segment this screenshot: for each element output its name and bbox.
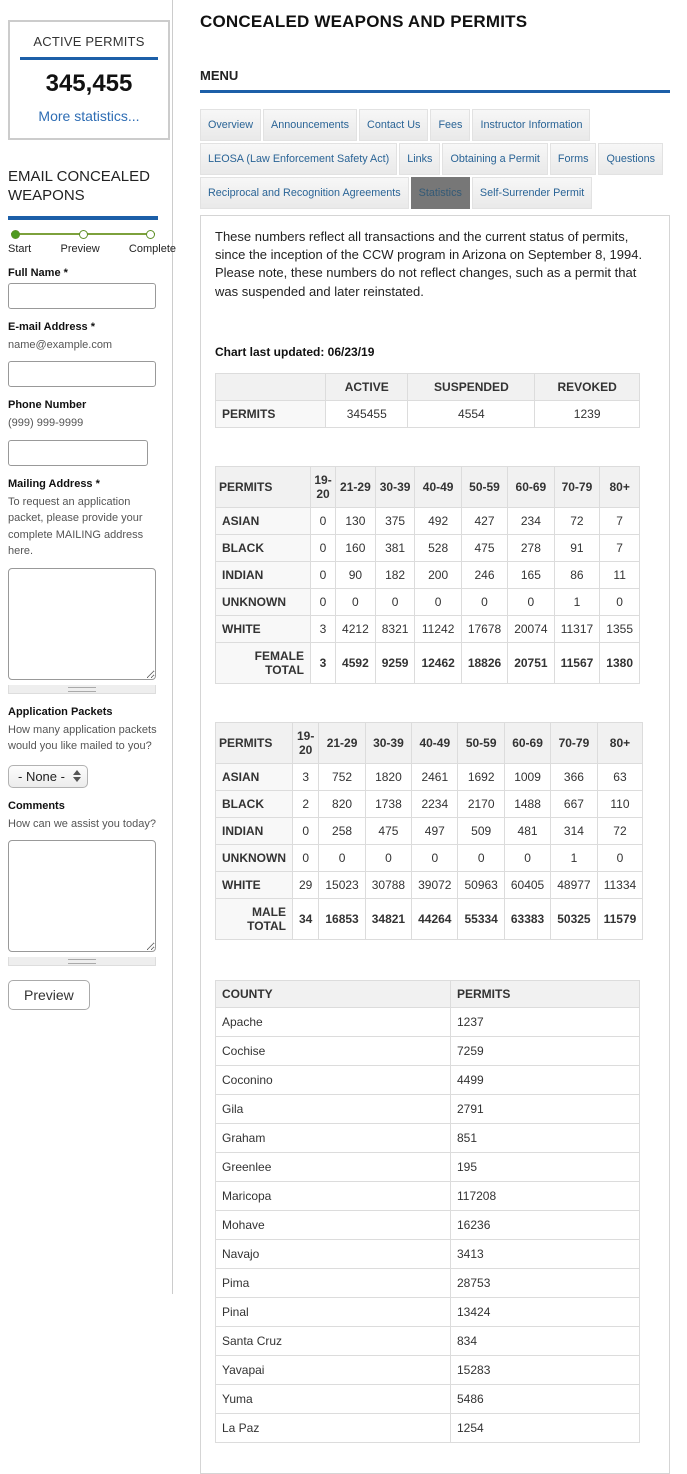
table-cell: 2791: [451, 1094, 640, 1123]
table-cell: 2170: [458, 790, 504, 817]
table-row: [216, 1268, 640, 1297]
table-cell: 1: [551, 844, 597, 871]
select-arrows-icon: [73, 770, 81, 782]
table-cell: 34: [293, 898, 319, 939]
email-label: E-mail Address *: [8, 320, 96, 333]
comments-label: Comments: [8, 799, 65, 812]
county-permits-table: [215, 980, 640, 1443]
email-input[interactable]: [8, 361, 156, 387]
table-cell: 160: [336, 534, 376, 561]
table-row: [216, 1007, 640, 1036]
table-cell: 50325: [551, 898, 597, 939]
table-cell: 366: [551, 763, 597, 790]
column-header: PERMITS: [216, 466, 311, 507]
table-cell: 752: [319, 763, 365, 790]
table-row: [216, 1123, 640, 1152]
table-row: [216, 898, 643, 939]
table-row: [216, 1036, 640, 1065]
table-cell: La Paz: [216, 1413, 451, 1442]
table-cell: 1738: [365, 790, 411, 817]
tab-list: [200, 109, 670, 211]
table-cell: 34821: [365, 898, 411, 939]
column-header: 50-59: [461, 466, 507, 507]
table-cell: 11317: [554, 615, 600, 642]
table-cell: 195: [451, 1152, 640, 1181]
table-cell: 110: [597, 790, 643, 817]
column-header: 80+: [600, 466, 640, 507]
progress-labels: [8, 243, 176, 255]
row-header: INDIAN: [216, 561, 311, 588]
table-row: [216, 1239, 640, 1268]
row-header: WHITE: [216, 871, 293, 898]
table-cell: 475: [461, 534, 507, 561]
table-cell: 30788: [365, 871, 411, 898]
table-cell: 28753: [451, 1268, 640, 1297]
table-cell: 12462: [415, 642, 461, 683]
table-cell: 4554: [408, 400, 535, 427]
table-cell: 0: [458, 844, 504, 871]
progress-step-label: Preview: [60, 242, 100, 255]
table-cell: Navajo: [216, 1239, 451, 1268]
column-header: 19-20: [311, 466, 336, 507]
phone-hint: (999) 999-9999: [8, 417, 84, 429]
table-cell: 1380: [600, 642, 640, 683]
table-cell: Yuma: [216, 1384, 451, 1413]
progress-step-label: Complete: [128, 242, 176, 255]
column-header: SUSPENDED: [408, 373, 535, 400]
progress-step-dot: [11, 230, 20, 239]
column-header: 21-29: [336, 466, 376, 507]
progress-step-dot: [79, 230, 88, 239]
row-header: BLACK: [216, 790, 293, 817]
table-cell: 5486: [451, 1384, 640, 1413]
table-cell: 278: [508, 534, 554, 561]
table-cell: 497: [412, 817, 458, 844]
table-cell: Santa Cruz: [216, 1326, 451, 1355]
table-row: [216, 871, 643, 898]
table-cell: 60405: [504, 871, 550, 898]
table-cell: 258: [319, 817, 365, 844]
table-cell: 16236: [451, 1210, 640, 1239]
table-cell: 0: [375, 588, 415, 615]
table-row: [216, 534, 640, 561]
table-cell: 1355: [600, 615, 640, 642]
tab-fees[interactable]: Fees: [430, 109, 470, 141]
table-cell: 29: [293, 871, 319, 898]
female-permits-table: [215, 466, 640, 684]
column-header: 40-49: [415, 466, 461, 507]
table-cell: Pima: [216, 1268, 451, 1297]
page-title: CONCEALED WEAPONS AND PERMITS: [200, 12, 528, 31]
table-cell: 375: [375, 507, 415, 534]
column-header: 80+: [597, 722, 643, 763]
row-header: WHITE: [216, 615, 311, 642]
table-cell: 1692: [458, 763, 504, 790]
table-cell: 63: [597, 763, 643, 790]
title-underline: [20, 57, 158, 60]
table-cell: 1488: [504, 790, 550, 817]
table-cell: 8321: [375, 615, 415, 642]
table-cell: 0: [415, 588, 461, 615]
table-cell: 345455: [326, 400, 408, 427]
table-row: [216, 1326, 640, 1355]
table-cell: 117208: [451, 1181, 640, 1210]
tab-reciprocal-and-recognition-agreements[interactable]: Reciprocal and Recognition Agreements: [200, 177, 409, 209]
table-cell: 2: [293, 790, 319, 817]
tab-links[interactable]: Links: [399, 143, 440, 175]
table-cell: 1254: [451, 1413, 640, 1442]
table-cell: 381: [375, 534, 415, 561]
active-permits-box: [8, 20, 170, 140]
email-hint: name@example.com: [8, 338, 113, 351]
tab-forms[interactable]: Forms: [550, 143, 597, 175]
table-row: [216, 763, 643, 790]
table-cell: 314: [551, 817, 597, 844]
table-cell: 3413: [451, 1239, 640, 1268]
select-value: - None -: [18, 768, 65, 784]
progress-step-label: Start: [8, 242, 32, 255]
table-cell: 15023: [319, 871, 365, 898]
table-cell: 1239: [535, 400, 640, 427]
intro-paragraph: These numbers reflect all transactions and the current status of permits, since the inception of the CCW program in Arizona on September 8, 1994. Please note, these numbers do not reflect changes, such as a permit that was suspended and later reinstated.: [215, 229, 643, 299]
table-cell: 48977: [551, 871, 597, 898]
table-cell: 20751: [508, 642, 554, 683]
table-cell: 1237: [451, 1007, 640, 1036]
table-cell: 20074: [508, 615, 554, 642]
table-cell: 63383: [504, 898, 550, 939]
table-cell: 50963: [458, 871, 504, 898]
column-header: COUNTY: [216, 980, 451, 1007]
table-cell: 86: [554, 561, 600, 588]
full-name-label: Full Name *: [8, 266, 68, 279]
table-row: [216, 1297, 640, 1326]
table-cell: 0: [311, 561, 336, 588]
mailing-address-hint: To request an application packet, please provide your complete MAILING address here.: [8, 495, 144, 557]
column-header: 50-59: [458, 722, 504, 763]
column-header: PERMITS: [216, 722, 293, 763]
table-cell: 11: [600, 561, 640, 588]
column-header: ACTIVE: [326, 373, 408, 400]
table-cell: 55334: [458, 898, 504, 939]
table-cell: 13424: [451, 1297, 640, 1326]
table-row: [216, 615, 640, 642]
table-cell: 234: [508, 507, 554, 534]
table-cell: 475: [365, 817, 411, 844]
column-header: 40-49: [412, 722, 458, 763]
column-header: PERMITS: [451, 980, 640, 1007]
table-cell: Coconino: [216, 1065, 451, 1094]
table-cell: 16853: [319, 898, 365, 939]
table-cell: 427: [461, 507, 507, 534]
table-row: [216, 1384, 640, 1413]
table-cell: Yavapai: [216, 1355, 451, 1384]
tab-leosa-law-enforcement-safety-act[interactable]: LEOSA (Law Enforcement Safety Act): [200, 143, 397, 175]
column-header: REVOKED: [535, 373, 640, 400]
table-row: [216, 1413, 640, 1442]
table-cell: 200: [415, 561, 461, 588]
table-cell: Pinal: [216, 1297, 451, 1326]
table-row: [216, 1355, 640, 1384]
table-cell: 7: [600, 507, 640, 534]
tab-questions[interactable]: Questions: [598, 143, 663, 175]
active-permits-value: 345,455: [45, 70, 133, 97]
comments-hint: How can we assist you today?: [8, 817, 156, 830]
table-cell: 834: [451, 1326, 640, 1355]
table-row: [216, 588, 640, 615]
form-progress: [8, 230, 176, 255]
table-cell: 1: [554, 588, 600, 615]
table-cell: 0: [293, 817, 319, 844]
table-cell: 7259: [451, 1036, 640, 1065]
phone-input[interactable]: [8, 440, 148, 466]
tab-instructor-information[interactable]: Instructor Information: [472, 109, 590, 141]
table-cell: 0: [597, 844, 643, 871]
table-cell: 2461: [412, 763, 458, 790]
permit-status-table: [215, 373, 640, 428]
row-header: INDIAN: [216, 817, 293, 844]
title-underline: [8, 216, 158, 220]
progress-step-dot: [146, 230, 155, 239]
table-cell: 246: [461, 561, 507, 588]
table-cell: 481: [504, 817, 550, 844]
table-cell: 130: [336, 507, 376, 534]
textarea-resize-grippie[interactable]: [8, 957, 156, 966]
table-cell: 0: [311, 534, 336, 561]
phone-label: Phone Number: [8, 399, 87, 411]
textarea-resize-grippie[interactable]: [8, 685, 156, 694]
row-header: UNKNOWN: [216, 588, 311, 615]
table-cell: 11579: [597, 898, 643, 939]
statistics-panel: [200, 215, 670, 1474]
application-packets-select[interactable]: [8, 765, 88, 788]
table-row: [216, 507, 640, 534]
table-cell: 851: [451, 1123, 640, 1152]
table-row: [216, 1152, 640, 1181]
tab-overview[interactable]: Overview: [200, 109, 261, 141]
tab-obtaining-a-permit[interactable]: Obtaining a Permit: [442, 143, 547, 175]
table-cell: 165: [508, 561, 554, 588]
table-cell: 72: [554, 507, 600, 534]
table-cell: 3: [293, 763, 319, 790]
table-cell: 509: [458, 817, 504, 844]
table-cell: 3: [311, 642, 336, 683]
column-header: 70-79: [551, 722, 597, 763]
table-cell: 0: [600, 588, 640, 615]
table-row: [216, 1181, 640, 1210]
table-cell: 11334: [597, 871, 643, 898]
table-cell: 3: [311, 615, 336, 642]
table-row: [216, 817, 643, 844]
table-row: [216, 1065, 640, 1094]
tab-self-surrender-permit[interactable]: Self-Surrender Permit: [472, 177, 592, 209]
table-cell: 0: [412, 844, 458, 871]
tab-contact-us[interactable]: Contact Us: [359, 109, 428, 141]
table-cell: 4592: [336, 642, 376, 683]
column-header: 60-69: [508, 466, 554, 507]
table-cell: Mohave: [216, 1210, 451, 1239]
more-statistics-link[interactable]: More statistics...: [38, 108, 140, 124]
column-header: 21-29: [319, 722, 365, 763]
application-packets-label: Application Packets: [8, 705, 113, 718]
table-cell: 1820: [365, 763, 411, 790]
table-cell: 0: [508, 588, 554, 615]
table-cell: Maricopa: [216, 1181, 451, 1210]
table-cell: 1009: [504, 763, 550, 790]
table-cell: Greenlee: [216, 1152, 451, 1181]
table-cell: 182: [375, 561, 415, 588]
table-cell: 91: [554, 534, 600, 561]
table-cell: Apache: [216, 1007, 451, 1036]
table-cell: 44264: [412, 898, 458, 939]
table-cell: 0: [336, 588, 376, 615]
table-row: [216, 642, 640, 683]
chart-updated-label: Chart last updated: 06/23/19: [215, 344, 375, 359]
progress-track: [11, 230, 155, 239]
table-cell: 39072: [412, 871, 458, 898]
table-cell: Graham: [216, 1123, 451, 1152]
table-row: [216, 400, 640, 427]
table-cell: 528: [415, 534, 461, 561]
table-cell: 0: [461, 588, 507, 615]
row-header: FEMALE TOTAL: [216, 642, 311, 683]
row-header: ASIAN: [216, 507, 311, 534]
table-cell: 9259: [375, 642, 415, 683]
column-header: [216, 373, 326, 400]
table-row: [216, 844, 643, 871]
column-header: 19-20: [293, 722, 319, 763]
main-content: [200, 0, 670, 1474]
table-cell: 4499: [451, 1065, 640, 1094]
table-cell: 667: [551, 790, 597, 817]
table-cell: 2234: [412, 790, 458, 817]
column-header: 30-39: [375, 466, 415, 507]
column-header: 60-69: [504, 722, 550, 763]
menu-heading: MENU: [200, 68, 670, 93]
row-header: ASIAN: [216, 763, 293, 790]
column-header: 30-39: [365, 722, 411, 763]
table-cell: 11567: [554, 642, 600, 683]
mailing-address-label: Mailing Address *: [8, 477, 100, 490]
tab-announcements[interactable]: Announcements: [263, 109, 357, 141]
preview-button[interactable]: Preview: [8, 980, 90, 1010]
row-header: PERMITS: [216, 400, 326, 427]
table-cell: 0: [504, 844, 550, 871]
table-row: [216, 790, 643, 817]
active-permits-title: ACTIVE PERMITS: [33, 34, 145, 49]
table-cell: 90: [336, 561, 376, 588]
table-row: [216, 1094, 640, 1123]
application-packets-hint: How many application packets would you like mailed to you?: [8, 723, 157, 752]
row-header: UNKNOWN: [216, 844, 293, 871]
comments-textarea[interactable]: [8, 840, 156, 952]
table-row: [216, 1210, 640, 1239]
table-cell: 7: [600, 534, 640, 561]
sidebar: [0, 0, 176, 1294]
table-cell: 0: [311, 507, 336, 534]
table-cell: 4212: [336, 615, 376, 642]
table-cell: 15283: [451, 1355, 640, 1384]
male-permits-table: [215, 722, 643, 940]
table-cell: 820: [319, 790, 365, 817]
row-header: MALE TOTAL: [216, 898, 293, 939]
email-form-title: EMAIL CONCEALED WEAPONS: [8, 168, 150, 204]
table-cell: 0: [365, 844, 411, 871]
full-name-input[interactable]: [8, 283, 156, 309]
table-cell: 17678: [461, 615, 507, 642]
table-cell: 0: [319, 844, 365, 871]
table-cell: 11242: [415, 615, 461, 642]
table-cell: 18826: [461, 642, 507, 683]
row-header: BLACK: [216, 534, 311, 561]
table-row: [216, 561, 640, 588]
table-cell: 72: [597, 817, 643, 844]
column-header: 70-79: [554, 466, 600, 507]
table-cell: 0: [293, 844, 319, 871]
table-cell: 492: [415, 507, 461, 534]
table-cell: Cochise: [216, 1036, 451, 1065]
table-cell: 0: [311, 588, 336, 615]
table-cell: Gila: [216, 1094, 451, 1123]
mailing-address-textarea[interactable]: [8, 568, 156, 680]
tab-statistics[interactable]: Statistics: [411, 177, 470, 209]
